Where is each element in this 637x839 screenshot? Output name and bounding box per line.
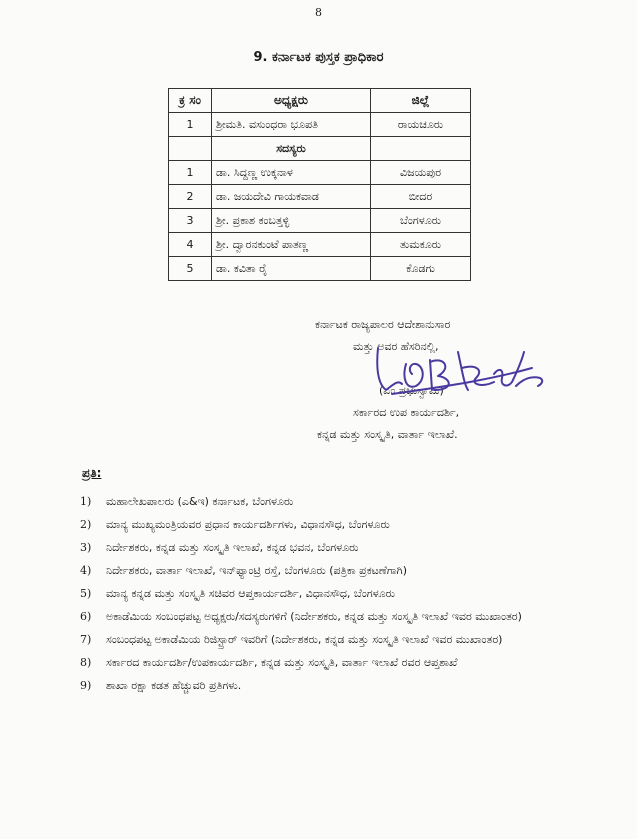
signatory-department: ಕನ್ನಡ ಮತ್ತು ಸಂಸ್ಕೃತಿ, ವಾರ್ತಾ ಇಲಾಖೆ. (317, 428, 458, 441)
cell-empty (169, 137, 212, 161)
item-number: 1) (80, 495, 92, 508)
cell-district: ರಾಯಚೂರು (371, 113, 471, 137)
col-header-district: ಜಿಲ್ಲೆ (371, 89, 471, 113)
cell-name: ಶ್ರೀ. ದ್ವಾರನಕುಂಟೆ ಪಾತಣ್ಣ (212, 233, 371, 257)
item-number: 6) (80, 610, 92, 623)
table-row (169, 209, 471, 233)
list-item (80, 584, 600, 604)
cell-sl: 2 (169, 185, 212, 209)
signatory-designation: ಸರ್ಕಾರದ ಉಪ ಕಾರ್ಯದರ್ಶಿ, (353, 406, 460, 419)
item-number: 9) (80, 679, 92, 692)
cell-sl: 1 (169, 161, 212, 185)
cell-district: ಬೆಂಗಳೂರು (371, 209, 471, 233)
col-header-chair: ಅಧ್ಯಕ್ಷರು (212, 89, 371, 113)
list-item (80, 630, 600, 650)
cell-sl: 4 (169, 233, 212, 257)
members-table (168, 88, 471, 281)
cell-name: ಶ್ರೀ. ಪ್ರಕಾಶ ಕಂಬತ್ತಳ್ಳಿ (212, 209, 371, 233)
signatory-name: (ಎಂ.ಪ್ರಭುಸ್ವಾಮಿ) (379, 384, 444, 397)
signature-line-1: ಕರ್ನಾಟಕ ರಾಜ್ಯಪಾಲರ ಆದೇಶಾನುಸಾರ (315, 318, 451, 331)
list-item (80, 515, 600, 535)
table-row (169, 257, 471, 281)
item-number: 2) (80, 518, 92, 531)
cell-name: ಡಾ. ಸಿದ್ದಣ್ಣ ಉಕ್ಕನಾಳ (212, 161, 371, 185)
list-item (80, 653, 600, 673)
item-text: ಅಕಾಡೆಮಿಯ ಸಂಬಂಧಪಟ್ಟ ಅಧ್ಯಕ್ಷರು/ಸದಸ್ಯರುಗಳಿಗೆ (ನಿರ್ದೇಶಕರು, ಕನ್ನಡ ಮತ್ತು ಸಂಸ್ಕೃತಿ ಇಲಾಖೆ ಇವರ ಮುಖಾಂತರ) (106, 610, 522, 623)
list-item (80, 492, 600, 512)
item-text: ಶಾಖಾ ರಕ್ಷಾ ಕಡತ ಹೆಚ್ಚುವರಿ ಪ್ರತಿಗಳು. (106, 679, 242, 692)
item-text: ಸರ್ಕಾರದ ಕಾರ್ಯದರ್ಶಿ/ಉಪಕಾರ್ಯದರ್ಶಿ, ಕನ್ನಡ ಮತ್ತು ಸಂಸ್ಕೃತಿ, ವಾರ್ತಾ ಇಲಾಖೆ ರವರ ಆಪ್ತಶಾಖೆ (106, 656, 458, 669)
item-text: ನಿರ್ದೇಶಕರು, ವಾರ್ತಾ ಇಲಾಖೆ, ಇನ್‌ಫ್ಯಾಂಟ್ರಿ ರಸ್ತೆ, ಬೆಂಗಳೂರು (ಪತ್ರಿಕಾ ಪ್ರಕಟಣೆಗಾಗಿ) (106, 564, 407, 577)
item-text: ಸಂಬಂಧಪಟ್ಟ ಅಕಾಡೆಮಿಯ ರಿಜಿಸ್ಟ್ರಾರ್ ಇವರಿಗೆ (ನಿರ್ದೇಶಕರು, ಕನ್ನಡ ಮತ್ತು ಸಂಸ್ಕೃತಿ ಇಲಾಖೆ ಇವರ ಮುಖಾಂತರ) (106, 633, 503, 646)
cell-sl: 5 (169, 257, 212, 281)
cell-name: ಡಾ. ಜಯದೇವಿ ಗಾಯಕವಾಡ (212, 185, 371, 209)
cell-district: ಕೊಡಗು (371, 257, 471, 281)
col-header-sl: ಕ್ರ ಸಂ (169, 89, 212, 113)
list-item (80, 607, 600, 627)
cell-district: ತುಮಕೂರು (371, 233, 471, 257)
signature-line-2: ಮತ್ತು ಅವರ ಹೆಸರಿನಲ್ಲಿ, (353, 340, 439, 353)
item-text: ನಿರ್ದೇಶಕರು, ಕನ್ನಡ ಮತ್ತು ಸಂಸ್ಕೃತಿ ಇಲಾಖೆ, ಕನ್ನಡ ಭವನ, ಬೆಂಗಳೂರು (106, 541, 359, 554)
item-number: 3) (80, 541, 92, 554)
cell-name: ಶ್ರೀಮತಿ. ವಸುಂಧರಾ ಭೂಪತಿ (212, 113, 371, 137)
table-row (169, 161, 471, 185)
cell-name: ಡಾ. ಕವಿತಾ ರೈ (212, 257, 371, 281)
item-text: ಮಾನ್ಯ ಮುಖ್ಯಮಂತ್ರಿಯವರ ಪ್ರಧಾನ ಕಾರ್ಯದರ್ಶಿಗಳು, ವಿಧಾನಸೌಧ, ಬೆಂಗಳೂರು (106, 518, 390, 531)
table-row (169, 185, 471, 209)
item-number: 7) (80, 633, 92, 646)
members-subheading: ಸದಸ್ಯರು (212, 137, 371, 161)
table-header-row (169, 89, 471, 113)
cell-sl: 1 (169, 113, 212, 137)
item-number: 4) (80, 564, 92, 577)
item-number: 8) (80, 656, 92, 669)
cell-sl: 3 (169, 209, 212, 233)
item-number: 5) (80, 587, 92, 600)
list-item (80, 676, 600, 696)
copies-heading: ಪ್ರತಿ: (82, 466, 102, 480)
cell-empty (371, 137, 471, 161)
cell-district: ವಿಜಯಪುರ (371, 161, 471, 185)
copies-list (80, 492, 600, 699)
item-text: ಮಹಾಲೇಖಪಾಲರು (ಎ&ಇ) ಕರ್ನಾಟಕ, ಬೆಂಗಳೂರು (106, 495, 294, 508)
section-heading: 9. ಕರ್ನಾಟಕ ಪುಸ್ತಕ ಪ್ರಾಧಿಕಾರ (253, 50, 384, 65)
handwritten-signature (372, 338, 547, 398)
table-row-members-title (169, 137, 471, 161)
list-item (80, 538, 600, 558)
cell-district: ಬೀದರ (371, 185, 471, 209)
table-row-chair (169, 113, 471, 137)
list-item (80, 561, 600, 581)
table-row (169, 233, 471, 257)
item-text: ಮಾನ್ಯ ಕನ್ನಡ ಮತ್ತು ಸಂಸ್ಕೃತಿ ಸಚಿವರ ಆಪ್ತಕಾರ್ಯದರ್ಶಿ, ವಿಧಾನಸೌಧ, ಬೆಂಗಳೂರು (106, 587, 395, 600)
page-number: 8 (315, 6, 322, 19)
